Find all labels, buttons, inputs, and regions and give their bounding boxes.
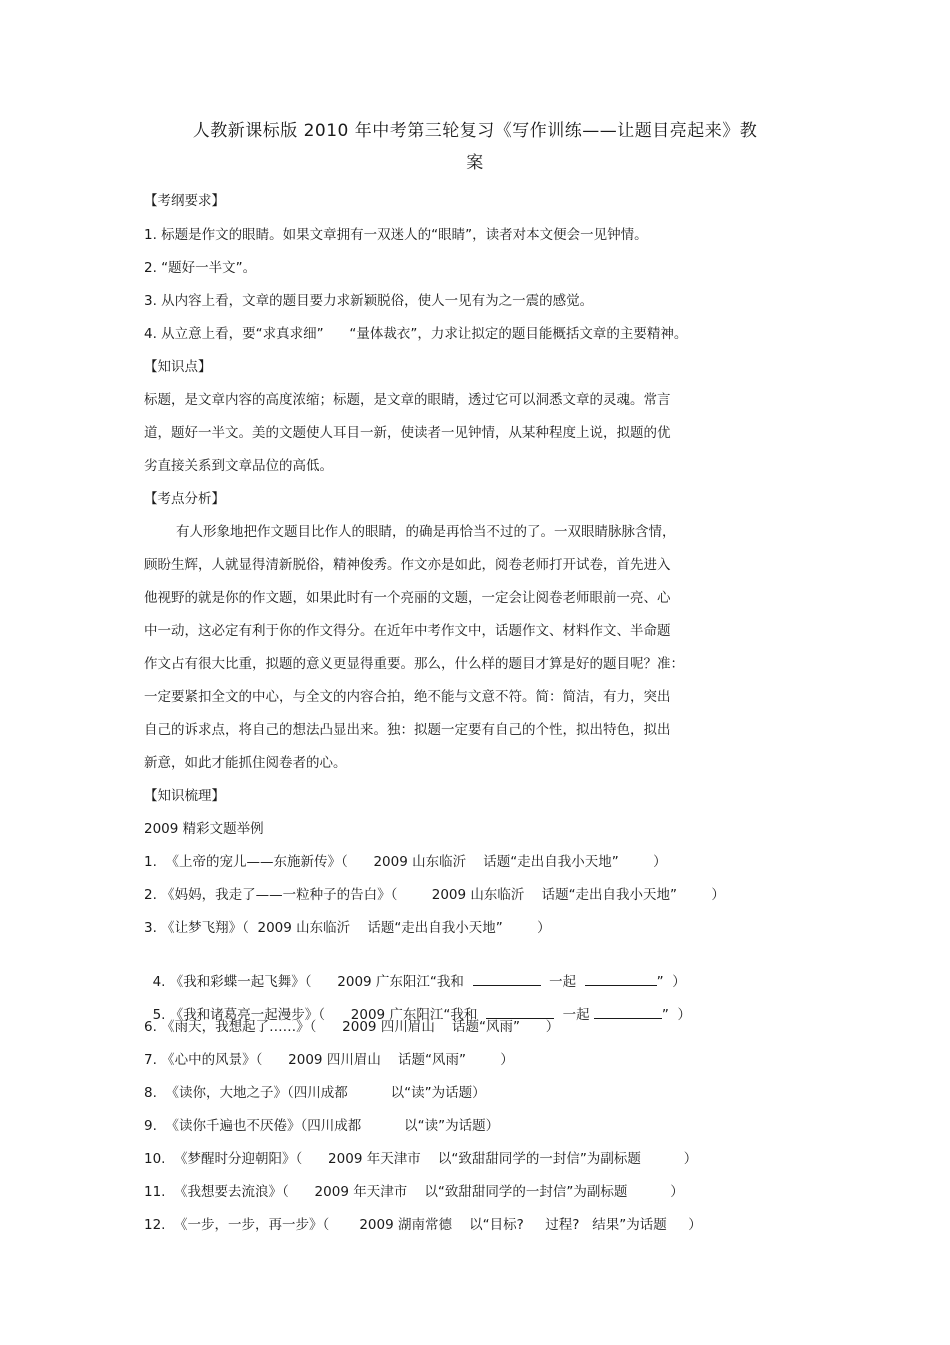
section-heading-review: 【知识梳理】 — [144, 788, 225, 804]
analysis-line: 一定要紧扣全文的中心，与全文的内容合拍，绝不能与文意不符。简：简洁，有力，突出 — [144, 689, 671, 705]
example-item: 11. 《我想要去流浪》（ 2009 年天津市 以“致甜甜同学的一封信”为副标题 ） — [144, 1184, 684, 1200]
analysis-line: 顾盼生辉，人就显得清新脱俗，精神俊秀。作文亦是如此，阅卷老师打开试卷，首先进入 — [144, 557, 671, 573]
knowledge-line: 道，题好一半文。美的文题使人耳目一新，使读者一见钟情，从某种程度上说，拟题的优 — [144, 425, 671, 441]
analysis-line: 有人形象地把作文题目比作人的眼睛，的确是再恰当不过的了。一双眼睛脉脉含情， — [176, 524, 676, 540]
title-line-2: 案 — [466, 153, 484, 173]
example-text: 5. 《我和诸葛亮一起漫步》（ 2009 广东阳江“我和 — [152, 1007, 486, 1023]
example-text: 4. 《我和彩蝶一起飞舞》（ 2009 广东阳江“我和 — [152, 974, 473, 990]
example-text: ” ） — [656, 974, 686, 990]
requirement-item: 1. 标题是作文的眼睛。如果文章拥有一双迷人的“眼睛”，读者对本文便会一见钟情。 — [144, 227, 648, 243]
section-heading-requirements: 【考纲要求】 — [144, 193, 225, 209]
requirement-item: 3. 从内容上看，文章的题目要力求新颖脱俗，使人一见有为之一震的感觉。 — [144, 293, 594, 309]
example-item: 1. 《上帝的宠儿——东施新传》（ 2009 山东临沂 话题“走出自我小天地” ） — [144, 854, 667, 870]
analysis-line: 自己的诉求点，将自己的想法凸显出来。独：拟题一定要有自己的个性，拟出特色，拟出 — [144, 722, 671, 738]
example-item: 12. 《一步，一步，再一步》（ 2009 湖南常德 以“目标? 过程? 结果”为话题 ） — [144, 1217, 702, 1233]
analysis-line: 他视野的就是你的作文题，如果此时有一个亮丽的文题，一定会让阅卷老师眼前一亮、心 — [144, 590, 671, 606]
document-title — [144, 115, 806, 179]
analysis-line: 作文占有很大比重，拟题的意义更显得重要。那么，什么样的题目才算是好的题目呢？准： — [144, 656, 684, 672]
example-item: 8. 《读你，大地之子》（四川成都 以“读”为话题） — [144, 1085, 486, 1101]
knowledge-line: 劣直接关系到文章品位的高低。 — [144, 458, 333, 474]
example-item: 9. 《读你千遍也不厌倦》（四川成都 以“读”为话题） — [144, 1118, 500, 1134]
analysis-line: 新意，如此才能抓住阅卷者的心。 — [144, 755, 347, 771]
example-text: 一起 — [554, 1007, 594, 1023]
example-text: 一起 — [540, 974, 585, 990]
requirement-item: 2. “题好一半文”。 — [144, 260, 257, 276]
section-heading-analysis: 【考点分析】 — [144, 491, 225, 507]
example-item: 7. 《心中的风景》（ 2009 四川眉山 话题“风雨” ） — [144, 1052, 514, 1068]
example-item: 2. 《妈妈，我走了——一粒种子的告白》（ 2009 山东临沂 话题“走出自我小天地” ） — [144, 887, 725, 903]
fill-in-blank — [594, 1004, 662, 1019]
example-item: 6. 《雨天，我想起了……》（ 2009 四川眉山 话题“风雨” ） — [144, 1019, 560, 1035]
title-line-1: 人教新课标版 2010 年中考第三轮复习《写作训练——让题目亮起来》教 — [192, 121, 758, 141]
requirement-item: 4. 从立意上看，要“求真求细” “量体裁衣”，力求让拟定的题目能概括文章的主要精神。 — [144, 326, 688, 342]
section-heading-knowledge: 【知识点】 — [144, 359, 212, 375]
example-text: ” ） — [661, 1007, 691, 1023]
example-item: 3. 《让梦飞翔》（ 2009 山东临沂 话题“走出自我小天地” ） — [144, 920, 551, 936]
knowledge-line: 标题，是文章内容的高度浓缩；标题，是文章的眼睛，透过它可以洞悉文章的灵魂。常言 — [144, 392, 671, 408]
analysis-line: 中一动，这必定有利于你的作文得分。在近年中考作文中，话题作文、材料作文、半命题 — [144, 623, 671, 639]
example-item: 10. 《梦醒时分迎朝阳》（ 2009 年天津市 以“致甜甜同学的一封信”为副标题 ） — [144, 1151, 698, 1167]
examples-heading: 2009 精彩文题举例 — [144, 821, 264, 837]
